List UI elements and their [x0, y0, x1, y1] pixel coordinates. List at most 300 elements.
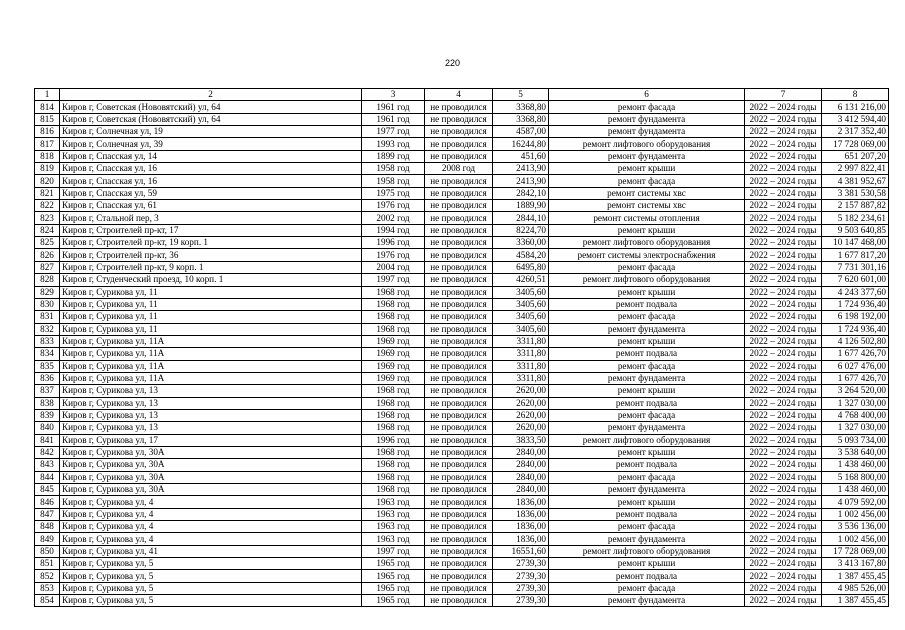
cell-work-type: ремонт подвала — [549, 570, 745, 582]
cell-work-type: ремонт фундамента — [549, 595, 745, 607]
cell-period: 2022 – 2024 годы — [745, 187, 822, 199]
cell-build-year: 1961 год — [362, 113, 425, 125]
cell-area: 2739,30 — [493, 595, 549, 607]
cell-work-type: ремонт системы хвс — [549, 200, 745, 212]
cell-last-repair-year: не проводился — [425, 274, 493, 286]
cell-build-year: 1968 год — [362, 484, 425, 496]
cell-cost: 651 207,20 — [822, 150, 889, 162]
cell-build-year: 1968 год — [362, 385, 425, 397]
cell-address: Киров г, Советская (Нововятский) ул, 64 — [60, 101, 362, 113]
cell-cost: 3 412 594,40 — [822, 113, 889, 125]
cell-row-number: 821 — [35, 187, 60, 199]
cell-last-repair-year: не проводился — [425, 138, 493, 150]
cell-area: 2844,10 — [493, 212, 549, 224]
cell-row-number: 854 — [35, 595, 60, 607]
cell-period: 2022 – 2024 годы — [745, 558, 822, 570]
cell-cost: 1 327 030,00 — [822, 397, 889, 409]
cell-last-repair-year: не проводился — [425, 496, 493, 508]
cell-cost: 2 157 887,82 — [822, 200, 889, 212]
cell-area: 2413,90 — [493, 163, 549, 175]
cell-address: Киров г, Солнечная ул, 19 — [60, 126, 362, 138]
cell-build-year: 1899 год — [362, 150, 425, 162]
cell-build-year: 1996 год — [362, 434, 425, 446]
table-row — [35, 163, 889, 175]
table-row — [35, 360, 889, 372]
cell-address: Киров г, Студенческий проезд, 10 корп. 1 — [60, 274, 362, 286]
cell-build-year: 1969 год — [362, 360, 425, 372]
cell-build-year: 1965 год — [362, 558, 425, 570]
cell-build-year: 1965 год — [362, 570, 425, 582]
cell-row-number: 832 — [35, 323, 60, 335]
cell-row-number: 828 — [35, 274, 60, 286]
cell-row-number: 846 — [35, 496, 60, 508]
table-row — [35, 323, 889, 335]
cell-period: 2022 – 2024 годы — [745, 422, 822, 434]
table-row — [35, 397, 889, 409]
cell-last-repair-year: не проводился — [425, 212, 493, 224]
table-row — [35, 200, 889, 212]
cell-period: 2022 – 2024 годы — [745, 397, 822, 409]
cell-period: 2022 – 2024 годы — [745, 200, 822, 212]
cell-last-repair-year: не проводился — [425, 385, 493, 397]
header-cell-5: 5 — [493, 89, 549, 101]
cell-period: 2022 – 2024 годы — [745, 249, 822, 261]
cell-address: Киров г, Строителей пр-кт, 17 — [60, 224, 362, 236]
cell-last-repair-year: не проводился — [425, 533, 493, 545]
cell-last-repair-year: не проводился — [425, 434, 493, 446]
cell-row-number: 817 — [35, 138, 60, 150]
repair-registry-table — [34, 88, 889, 607]
cell-area: 2739,30 — [493, 582, 549, 594]
cell-period: 2022 – 2024 годы — [745, 446, 822, 458]
cell-address: Киров г, Сурикова ул, 4 — [60, 508, 362, 520]
table-row — [35, 224, 889, 236]
cell-period: 2022 – 2024 годы — [745, 311, 822, 323]
cell-build-year: 1969 год — [362, 335, 425, 347]
cell-address: Киров г, Сурикова ул, 5 — [60, 558, 362, 570]
cell-last-repair-year: не проводился — [425, 360, 493, 372]
cell-cost: 2 317 352,40 — [822, 126, 889, 138]
cell-cost: 1 677 426,70 — [822, 348, 889, 360]
cell-last-repair-year: не проводился — [425, 545, 493, 557]
cell-period: 2022 – 2024 годы — [745, 521, 822, 533]
table-row — [35, 113, 889, 125]
cell-row-number: 845 — [35, 484, 60, 496]
table-row — [35, 508, 889, 520]
cell-last-repair-year: не проводился — [425, 335, 493, 347]
cell-cost: 1 438 460,00 — [822, 484, 889, 496]
cell-address: Киров г, Сурикова ул, 11А — [60, 360, 362, 372]
cell-address: Киров г, Спасская ул, 61 — [60, 200, 362, 212]
cell-last-repair-year: не проводился — [425, 200, 493, 212]
cell-build-year: 1993 год — [362, 138, 425, 150]
cell-work-type: ремонт крыши — [549, 224, 745, 236]
cell-cost: 17 728 069,00 — [822, 138, 889, 150]
cell-cost: 4 768 400,00 — [822, 409, 889, 421]
cell-area: 2840,00 — [493, 459, 549, 471]
cell-row-number: 847 — [35, 508, 60, 520]
cell-build-year: 1965 год — [362, 595, 425, 607]
cell-cost: 1 724 936,40 — [822, 298, 889, 310]
cell-address: Киров г, Спасская ул, 16 — [60, 175, 362, 187]
cell-cost: 1 677 426,70 — [822, 372, 889, 384]
cell-cost: 3 264 520,00 — [822, 385, 889, 397]
cell-row-number: 816 — [35, 126, 60, 138]
cell-last-repair-year: не проводился — [425, 558, 493, 570]
cell-work-type: ремонт фасада — [549, 175, 745, 187]
cell-row-number: 833 — [35, 335, 60, 347]
header-row — [35, 89, 889, 101]
cell-row-number: 853 — [35, 582, 60, 594]
cell-period: 2022 – 2024 годы — [745, 434, 822, 446]
cell-cost: 6 027 476,00 — [822, 360, 889, 372]
cell-address: Киров г, Сурикова ул, 30А — [60, 459, 362, 471]
cell-work-type: ремонт системы хвс — [549, 187, 745, 199]
table-row — [35, 582, 889, 594]
cell-build-year: 1969 год — [362, 348, 425, 360]
table-row — [35, 261, 889, 273]
cell-build-year: 1976 год — [362, 200, 425, 212]
cell-work-type: ремонт системы электроснабжения — [549, 249, 745, 261]
table-body — [35, 101, 889, 607]
cell-area: 3311,80 — [493, 335, 549, 347]
cell-build-year: 1977 год — [362, 126, 425, 138]
cell-address: Киров г, Стальной пер, 3 — [60, 212, 362, 224]
cell-area: 3405,60 — [493, 298, 549, 310]
cell-work-type: ремонт фасада — [549, 521, 745, 533]
cell-cost: 6 131 216,00 — [822, 101, 889, 113]
cell-area: 3368,80 — [493, 113, 549, 125]
cell-work-type: ремонт крыши — [549, 446, 745, 458]
cell-row-number: 838 — [35, 397, 60, 409]
table-header — [35, 89, 889, 101]
cell-period: 2022 – 2024 годы — [745, 570, 822, 582]
cell-build-year: 1968 год — [362, 422, 425, 434]
cell-cost: 2 997 822,41 — [822, 163, 889, 175]
cell-period: 2022 – 2024 годы — [745, 113, 822, 125]
cell-work-type: ремонт крыши — [549, 286, 745, 298]
cell-work-type: ремонт фасада — [549, 360, 745, 372]
cell-period: 2022 – 2024 годы — [745, 286, 822, 298]
cell-period: 2022 – 2024 годы — [745, 508, 822, 520]
cell-work-type: ремонт подвала — [549, 397, 745, 409]
cell-area: 3405,60 — [493, 323, 549, 335]
cell-row-number: 843 — [35, 459, 60, 471]
cell-area: 2840,00 — [493, 484, 549, 496]
cell-area: 2620,00 — [493, 409, 549, 421]
cell-build-year: 1963 год — [362, 508, 425, 520]
table-row — [35, 570, 889, 582]
table-row — [35, 533, 889, 545]
cell-last-repair-year: не проводился — [425, 446, 493, 458]
cell-work-type: ремонт фундамента — [549, 422, 745, 434]
cell-work-type: ремонт лифтового оборудования — [549, 237, 745, 249]
table-row — [35, 138, 889, 150]
cell-build-year: 1997 год — [362, 545, 425, 557]
cell-area: 2739,30 — [493, 558, 549, 570]
cell-cost: 5 093 734,00 — [822, 434, 889, 446]
cell-address: Киров г, Сурикова ул, 4 — [60, 521, 362, 533]
cell-address: Киров г, Сурикова ул, 5 — [60, 582, 362, 594]
cell-work-type: ремонт лифтового оборудования — [549, 138, 745, 150]
cell-last-repair-year: не проводился — [425, 323, 493, 335]
cell-last-repair-year: не проводился — [425, 471, 493, 483]
table-row — [35, 150, 889, 162]
cell-area: 3405,60 — [493, 286, 549, 298]
cell-build-year: 1965 год — [362, 582, 425, 594]
cell-cost: 1 327 030,00 — [822, 422, 889, 434]
cell-cost: 1 724 936,40 — [822, 323, 889, 335]
table-row — [35, 348, 889, 360]
cell-last-repair-year: не проводился — [425, 570, 493, 582]
cell-address: Киров г, Сурикова ул, 13 — [60, 422, 362, 434]
cell-build-year: 1968 год — [362, 323, 425, 335]
table-row — [35, 249, 889, 261]
cell-area: 3311,80 — [493, 372, 549, 384]
cell-address: Киров г, Сурикова ул, 11А — [60, 335, 362, 347]
cell-area: 3311,80 — [493, 348, 549, 360]
cell-area: 3405,60 — [493, 311, 549, 323]
cell-cost: 3 413 167,80 — [822, 558, 889, 570]
cell-cost: 4 126 502,80 — [822, 335, 889, 347]
cell-row-number: 839 — [35, 409, 60, 421]
cell-period: 2022 – 2024 годы — [745, 237, 822, 249]
cell-last-repair-year: не проводился — [425, 224, 493, 236]
cell-area: 16244,80 — [493, 138, 549, 150]
cell-area: 3833,50 — [493, 434, 549, 446]
cell-build-year: 2004 год — [362, 261, 425, 273]
table-row — [35, 175, 889, 187]
cell-row-number: 834 — [35, 348, 60, 360]
cell-area: 3360,00 — [493, 237, 549, 249]
cell-build-year: 1996 год — [362, 237, 425, 249]
cell-last-repair-year: не проводился — [425, 286, 493, 298]
cell-cost: 17 728 069,00 — [822, 545, 889, 557]
table-row — [35, 126, 889, 138]
cell-period: 2022 – 2024 годы — [745, 261, 822, 273]
cell-row-number: 829 — [35, 286, 60, 298]
cell-address: Киров г, Сурикова ул, 5 — [60, 595, 362, 607]
table-row — [35, 484, 889, 496]
cell-row-number: 818 — [35, 150, 60, 162]
cell-area: 8224,70 — [493, 224, 549, 236]
cell-row-number: 825 — [35, 237, 60, 249]
cell-cost: 1 387 455,45 — [822, 570, 889, 582]
cell-last-repair-year: не проводился — [425, 150, 493, 162]
cell-area: 451,60 — [493, 150, 549, 162]
cell-period: 2022 – 2024 годы — [745, 496, 822, 508]
cell-period: 2022 – 2024 годы — [745, 224, 822, 236]
table-row — [35, 459, 889, 471]
cell-work-type: ремонт фасада — [549, 101, 745, 113]
cell-last-repair-year: не проводился — [425, 298, 493, 310]
cell-area: 2620,00 — [493, 397, 549, 409]
cell-last-repair-year: не проводился — [425, 397, 493, 409]
cell-work-type: ремонт подвала — [549, 508, 745, 520]
cell-address: Киров г, Сурикова ул, 4 — [60, 496, 362, 508]
table-row — [35, 286, 889, 298]
cell-last-repair-year: не проводился — [425, 348, 493, 360]
table-row — [35, 187, 889, 199]
cell-build-year: 1969 год — [362, 372, 425, 384]
cell-cost: 3 381 530,58 — [822, 187, 889, 199]
cell-work-type: ремонт фасада — [549, 582, 745, 594]
cell-row-number: 842 — [35, 446, 60, 458]
table-row — [35, 496, 889, 508]
cell-work-type: ремонт системы отопления — [549, 212, 745, 224]
cell-period: 2022 – 2024 годы — [745, 348, 822, 360]
cell-period: 2022 – 2024 годы — [745, 274, 822, 286]
cell-cost: 6 198 192,00 — [822, 311, 889, 323]
cell-row-number: 848 — [35, 521, 60, 533]
cell-address: Киров г, Сурикова ул, 30А — [60, 484, 362, 496]
cell-address: Киров г, Строителей пр-кт, 36 — [60, 249, 362, 261]
cell-work-type: ремонт подвала — [549, 459, 745, 471]
cell-row-number: 836 — [35, 372, 60, 384]
cell-row-number: 851 — [35, 558, 60, 570]
cell-period: 2022 – 2024 годы — [745, 323, 822, 335]
cell-area: 4587,00 — [493, 126, 549, 138]
cell-last-repair-year: не проводился — [425, 249, 493, 261]
cell-work-type: ремонт фундамента — [549, 484, 745, 496]
cell-last-repair-year: не проводился — [425, 237, 493, 249]
cell-period: 2022 – 2024 годы — [745, 372, 822, 384]
cell-area: 6495,80 — [493, 261, 549, 273]
cell-row-number: 850 — [35, 545, 60, 557]
cell-address: Киров г, Сурикова ул, 30А — [60, 446, 362, 458]
cell-last-repair-year: не проводился — [425, 101, 493, 113]
cell-row-number: 826 — [35, 249, 60, 261]
cell-area: 1836,00 — [493, 508, 549, 520]
cell-work-type: ремонт крыши — [549, 496, 745, 508]
cell-build-year: 1961 год — [362, 101, 425, 113]
cell-period: 2022 – 2024 годы — [745, 101, 822, 113]
cell-cost: 1 677 817,20 — [822, 249, 889, 261]
cell-cost: 5 182 234,61 — [822, 212, 889, 224]
cell-last-repair-year: не проводился — [425, 113, 493, 125]
cell-last-repair-year: не проводился — [425, 422, 493, 434]
cell-area: 4584,20 — [493, 249, 549, 261]
table-row — [35, 372, 889, 384]
cell-work-type: ремонт лифтового оборудования — [549, 434, 745, 446]
cell-address: Киров г, Спасская ул, 16 — [60, 163, 362, 175]
cell-work-type: ремонт фундамента — [549, 323, 745, 335]
cell-row-number: 837 — [35, 385, 60, 397]
header-cell-7: 7 — [745, 89, 822, 101]
header-cell-8: 8 — [822, 89, 889, 101]
cell-row-number: 849 — [35, 533, 60, 545]
cell-period: 2022 – 2024 годы — [745, 138, 822, 150]
cell-address: Киров г, Строителей пр-кт, 9 корп. 1 — [60, 261, 362, 273]
cell-work-type: ремонт фундамента — [549, 372, 745, 384]
cell-address: Киров г, Сурикова ул, 5 — [60, 570, 362, 582]
cell-row-number: 822 — [35, 200, 60, 212]
cell-area: 2840,00 — [493, 471, 549, 483]
cell-work-type: ремонт фасада — [549, 409, 745, 421]
cell-address: Киров г, Сурикова ул, 11 — [60, 323, 362, 335]
cell-build-year: 1963 год — [362, 533, 425, 545]
cell-period: 2022 – 2024 годы — [745, 582, 822, 594]
cell-cost: 4 079 592,00 — [822, 496, 889, 508]
cell-area: 2413,90 — [493, 175, 549, 187]
cell-work-type: ремонт крыши — [549, 163, 745, 175]
cell-row-number: 830 — [35, 298, 60, 310]
cell-build-year: 1997 год — [362, 274, 425, 286]
cell-cost: 4 985 526,00 — [822, 582, 889, 594]
cell-period: 2022 – 2024 годы — [745, 163, 822, 175]
cell-address: Киров г, Сурикова ул, 11 — [60, 286, 362, 298]
cell-build-year: 1968 год — [362, 459, 425, 471]
cell-cost: 1 002 456,00 — [822, 533, 889, 545]
cell-build-year: 2002 год — [362, 212, 425, 224]
cell-row-number: 815 — [35, 113, 60, 125]
cell-period: 2022 – 2024 годы — [745, 471, 822, 483]
table-row — [35, 422, 889, 434]
cell-row-number: 814 — [35, 101, 60, 113]
table-row — [35, 298, 889, 310]
cell-area: 1889,90 — [493, 200, 549, 212]
cell-address: Киров г, Сурикова ул, 11А — [60, 372, 362, 384]
cell-area: 2840,00 — [493, 446, 549, 458]
header-cell-4: 4 — [425, 89, 493, 101]
cell-work-type: ремонт фундамента — [549, 126, 745, 138]
cell-period: 2022 – 2024 годы — [745, 385, 822, 397]
cell-last-repair-year: не проводился — [425, 459, 493, 471]
table-row — [35, 385, 889, 397]
cell-last-repair-year: не проводился — [425, 126, 493, 138]
cell-period: 2022 – 2024 годы — [745, 545, 822, 557]
cell-period: 2022 – 2024 годы — [745, 175, 822, 187]
cell-address: Киров г, Сурикова ул, 17 — [60, 434, 362, 446]
cell-row-number: 840 — [35, 422, 60, 434]
cell-build-year: 1958 год — [362, 163, 425, 175]
cell-last-repair-year: не проводился — [425, 521, 493, 533]
cell-address: Киров г, Сурикова ул, 41 — [60, 545, 362, 557]
table-row — [35, 409, 889, 421]
cell-build-year: 1968 год — [362, 446, 425, 458]
table-row — [35, 558, 889, 570]
cell-period: 2022 – 2024 годы — [745, 126, 822, 138]
cell-work-type: ремонт фундамента — [549, 533, 745, 545]
cell-build-year: 1968 год — [362, 409, 425, 421]
cell-last-repair-year: не проводился — [425, 595, 493, 607]
cell-address: Киров г, Сурикова ул, 13 — [60, 397, 362, 409]
cell-cost: 4 381 952,67 — [822, 175, 889, 187]
cell-address: Киров г, Сурикова ул, 13 — [60, 385, 362, 397]
cell-build-year: 1968 год — [362, 286, 425, 298]
cell-work-type: ремонт подвала — [549, 348, 745, 360]
cell-cost: 1 438 460,00 — [822, 459, 889, 471]
header-cell-2: 2 — [60, 89, 362, 101]
cell-address: Киров г, Сурикова ул, 11 — [60, 311, 362, 323]
cell-address: Киров г, Сурикова ул, 11А — [60, 348, 362, 360]
cell-build-year: 1963 год — [362, 521, 425, 533]
cell-cost: 10 147 468,00 — [822, 237, 889, 249]
cell-address: Киров г, Солнечная ул, 39 — [60, 138, 362, 150]
cell-period: 2022 – 2024 годы — [745, 533, 822, 545]
cell-area: 2842,10 — [493, 187, 549, 199]
cell-last-repair-year: не проводился — [425, 187, 493, 199]
cell-area: 2739,30 — [493, 570, 549, 582]
table-row — [35, 311, 889, 323]
cell-last-repair-year: 2008 год — [425, 163, 493, 175]
cell-work-type: ремонт крыши — [549, 385, 745, 397]
cell-period: 2022 – 2024 годы — [745, 298, 822, 310]
cell-area: 16551,60 — [493, 545, 549, 557]
cell-work-type: ремонт фасада — [549, 261, 745, 273]
cell-cost: 1 387 455,45 — [822, 595, 889, 607]
cell-address: Киров г, Сурикова ул, 30А — [60, 471, 362, 483]
